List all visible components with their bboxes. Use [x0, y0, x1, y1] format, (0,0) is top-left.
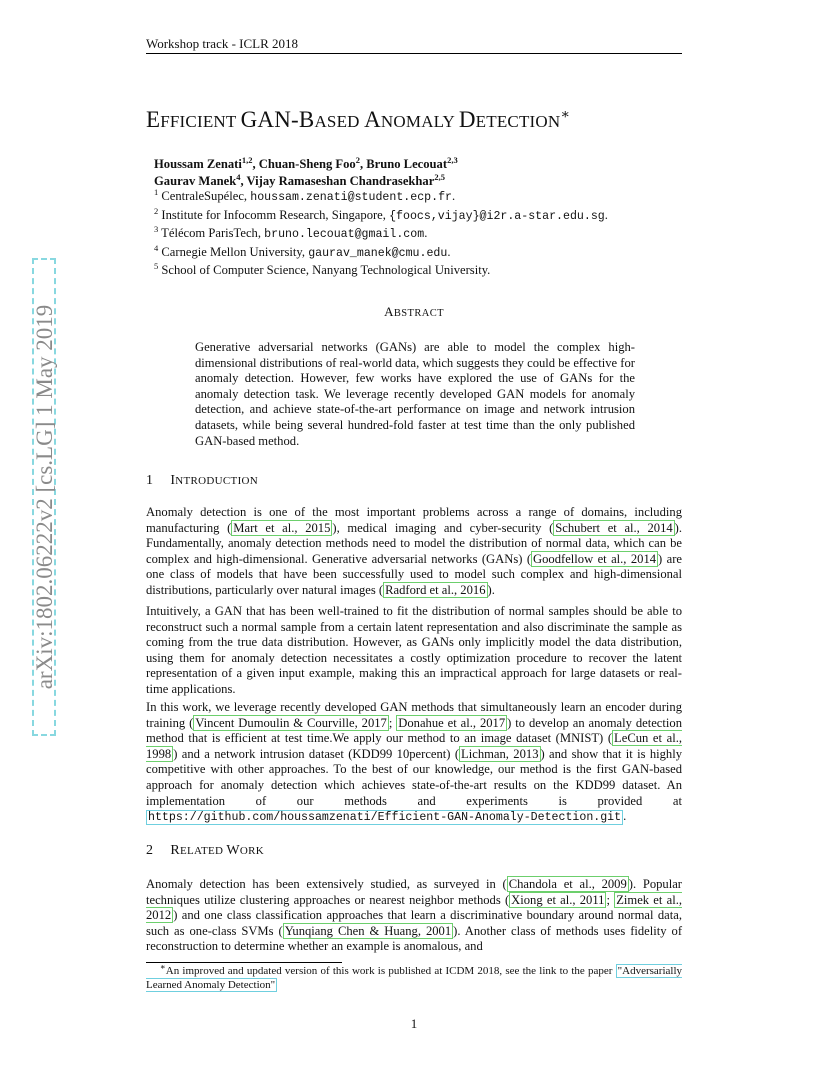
github-url-link[interactable]: https://github.com/houssamzenati/Efficient-GAN-Anomaly-Detection.git	[148, 811, 622, 825]
citation-link[interactable]: Chandola et al., 2009	[508, 877, 627, 891]
arxiv-stamp-text: arXiv:1802.06222v2 [cs.LG] 1 May 2019	[32, 304, 57, 690]
citation-link[interactable]: Goodfellow et al., 2014	[533, 551, 657, 566]
citation-link[interactable]: Lichman, 2013	[461, 746, 539, 761]
running-header: Workshop track - ICLR 2018	[146, 36, 299, 51]
affiliation-item: $^3$ Télécom ParisTech, bruno.lecouat@gmail.com.	[154, 223, 428, 241]
affiliation-list	[154, 188, 608, 279]
citation-link[interactable]: Vincent Dumoulin & Courville, 2017	[195, 715, 387, 730]
page-number: 1	[410, 1016, 418, 1031]
citation-link[interactable]: Radford et al., 2016	[385, 582, 486, 597]
intro-paragraph-1: Anomaly detection is one of the most important problems across a range of domains, including manufacturing ( Mart et al., 2015 ), medical imaging and cyber-security ( Schubert et al., 2014 ). Fundamentally, anomaly detection methods need to model the distribution of normal data, which can be complex and high-dimensional. Generative adversarial networks (GANs) ( Goodfellow et al., 2014 ) are one class of models that have been successfully used to model such complex and high-dimensional distributions, particularly over natural images ( Radford et al., 2016 ).	[146, 505, 683, 597]
citation-link[interactable]: Mart et al., 2015	[233, 520, 331, 535]
arxiv-stamp[interactable]	[34, 258, 56, 736]
intro-paragraph-3: In this work, we leverage recently developed GAN methods that simultaneously learn an encoder during training ( Vincent Dumoulin & Courville, 2017 ; Donahue et al., 2017 ) to develop an anomaly detection method that is efficient at test time.We apply our method to an image dataset (MNIST) ( LeCun et al., 1998 ) and a network intrusion dataset (KDD99 10percent) ( Lichman, 2013 ) and show that it is highly competitive with other approaches. To the best of our knowledge, our method is the first GAN-based approach for anomaly detection which achieves state-of-the-art results on the KDD99 dataset. An implementation of our methods and experiments is provided at https://github.com/houssamzenati/Efficient-GAN-Anomaly-Detection.git .	[146, 700, 683, 825]
affiliation-item: $^4$ Carnegie Mellon University, gaurav_manek@cmu.edu.	[154, 242, 451, 260]
affiliation-item: $^1$ CentraleSupélec, houssam.zenati@student.ecp.fr.	[154, 186, 456, 204]
citation-link[interactable]: Xiong et al., 2011	[511, 892, 605, 907]
author-list: Houssam Zenati$^{1,2}$, Chuan-Sheng Foo$^2$, Bruno Lecouat$^{2,3}$ Gaurav Manek$^4$, Vijay Ramaseshan Chandrasekhar$^{2,5}$	[154, 154, 458, 188]
abstract-text: Generative adversarial networks (GANs) are able to model the complex high-dimensional distributions of real-world data, which suggests they could be effective for anomaly detection. However, few works have explored the use of GANs for the anomaly detection task. We leverage recently developed GAN models for anomaly detection, and achieve state-of-the-art performance on image and network intrusion datasets, while being several hundred-fold faster at test time than the only published GAN-based method.	[195, 340, 635, 448]
citation-link[interactable]: Zimek et al., 2012	[146, 892, 682, 923]
citation-link[interactable]: Donahue et al., 2017	[398, 715, 506, 730]
abstract-heading: ABSTRACT	[384, 304, 444, 319]
footnote-rule	[146, 962, 342, 963]
paper-title: EFFICIENT GAN-BASED ANOMALY DETECTION∗	[146, 107, 571, 132]
header-rule	[146, 53, 682, 54]
affiliation-item: $^5$ School of Computer Science, Nanyang Technological University.	[154, 260, 491, 277]
footnote-paper-link[interactable]: "Adversarially Learned Anomaly Detection"	[146, 965, 682, 991]
related-work-paragraph-1: Anomaly detection has been extensively studied, as surveyed in ( Chandola et al., 2009 ). Popular techniques utilize clustering approaches or nearest neighbor methods ( Xiong et al., 2011 ; Zimek et al., 2012 ) and one class classification approaches that learn a discriminative boundary around normal data, such as one-class SVMs ( Yunqiang Chen & Huang, 2001 ). Another class of methods uses fidelity of reconstruction to determine whether an example is anomalous, and	[146, 877, 683, 954]
citation-link[interactable]: Schubert et al., 2014	[555, 520, 673, 535]
intro-paragraph-2: Intuitively, a GAN that has been well-trained to fit the distribution of normal samples should be able to reconstruct such a normal sample from a certain latent representation and also discriminate the sample as coming from the true data distribution. However, as GANs only implicitly model the data distribution, using them for anomaly detection necessitates a costly optimization procedure to recover the latent representation of a given input example, making this an impractical approach for large datasets or real-time applications.	[146, 604, 682, 696]
affiliation-item: $^2$ Institute for Infocomm Research, Singapore, {foocs,vijay}@i2r.a-star.edu.sg.	[154, 205, 608, 223]
section-heading-related-work: 2 RELATED WORK	[146, 843, 264, 858]
section-heading-introduction: 1 INTRODUCTION	[146, 473, 259, 488]
citation-link[interactable]: LeCun et al., 1998	[146, 731, 682, 761]
citation-link[interactable]: Yunqiang Chen & Huang, 2001	[284, 923, 452, 938]
footnote: ∗An improved and updated version of this work is published at ICDM 2018, see the link to the paper "Adversarially Learned Anomaly Detection"	[146, 961, 682, 991]
